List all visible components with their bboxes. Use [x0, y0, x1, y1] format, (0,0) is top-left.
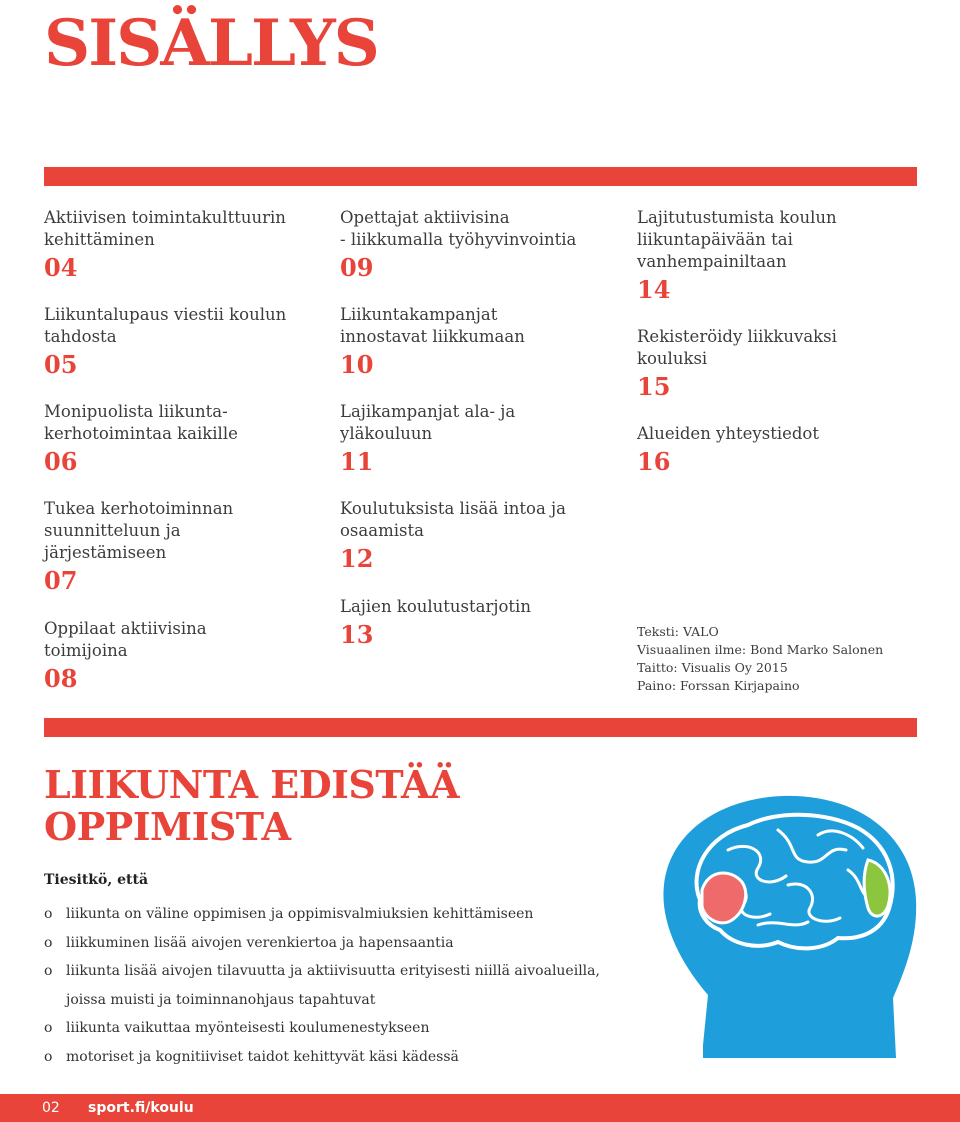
- toc-entry-title: Liikuntakampanjat innostavat liikkumaan: [340, 305, 525, 346]
- bullet-icon: o: [44, 1048, 53, 1065]
- section-heading: [44, 764, 459, 848]
- list-item: [44, 900, 600, 929]
- list-item: [44, 1043, 600, 1072]
- list-item-text: liikunta on väline oppimisen ja oppimisvalmiuksien kehittämiseen: [66, 906, 534, 922]
- toc-entry-title: Liikuntalupaus viestii koulun tahdosta: [44, 305, 287, 346]
- toc-entry-page: 13: [340, 620, 374, 649]
- list-item-text: liikunta vaikuttaa myönteisesti koulumenestykseen: [66, 1020, 430, 1036]
- toc-entry[interactable]: [637, 326, 837, 402]
- page-title: SISÄLLYS: [44, 6, 378, 81]
- bullet-icon: o: [44, 906, 53, 922]
- list-item-text: joissa muisti ja toiminnanohjaus tapahtuvat: [66, 991, 376, 1008]
- list-item-text: motoriset ja kognitiiviset taidot kehittyvät käsi kädessä: [66, 1048, 459, 1065]
- toc-entry-title: Lajitutustumista koulun liikuntapäivään tai vanhempainiltaan: [637, 208, 837, 271]
- toc-entry-page: 14: [637, 275, 671, 304]
- toc-entry-page: 12: [340, 544, 374, 573]
- toc-entry-title: Koulutuksista lisää intoa ja osaamista: [340, 499, 566, 540]
- toc-entry-title: Monipuolista liikunta- kerhotoimintaa kaikille: [44, 402, 238, 443]
- toc-entry-page: 15: [637, 372, 671, 401]
- toc-entry-title: Opettajat aktiivisina - liikkumalla työhyvinvointia: [340, 208, 577, 249]
- toc-entry[interactable]: [340, 498, 566, 574]
- credit-line: Teksti: VALO: [637, 624, 719, 639]
- credit-line: Taitto: Visualis Oy 2015: [637, 660, 788, 675]
- page-number: 02: [42, 1100, 60, 1116]
- toc-entry-page: 16: [637, 447, 671, 476]
- brain-frontal-region: [702, 873, 746, 923]
- list-item: [44, 957, 600, 986]
- bullet-icon: o: [44, 963, 53, 979]
- toc-entry-title: Tukea kerhotoiminnan suunnitteluun ja järjestämiseen: [44, 499, 234, 562]
- toc-entry-page: 09: [340, 253, 374, 282]
- toc-entry-title: Lajien koulutustarjotin: [340, 597, 531, 616]
- list-item: [44, 1014, 600, 1043]
- section-heading-line1: LIIKUNTA EDISTÄÄ: [44, 762, 460, 807]
- list-item-continuation: [44, 986, 600, 1015]
- toc-entry[interactable]: [44, 304, 286, 380]
- toc-entry-page: 10: [340, 350, 374, 379]
- fact-list: [44, 900, 600, 1071]
- toc-entry[interactable]: [44, 207, 286, 283]
- toc-entry-page: 08: [44, 664, 78, 693]
- credit-line: Visuaalinen ilme: Bond Marko Salonen: [637, 642, 884, 657]
- toc-entry[interactable]: [637, 207, 837, 305]
- toc-entry-page: 07: [44, 566, 78, 595]
- toc-entry-title: Aktiivisen toimintakulttuurin kehittäminen: [44, 208, 286, 249]
- toc-entry[interactable]: [340, 207, 576, 283]
- divider-bar-middle: [44, 718, 917, 737]
- toc-entry[interactable]: [340, 304, 525, 380]
- toc-entry-page: 05: [44, 350, 78, 379]
- toc-entry-page: 11: [340, 447, 374, 476]
- list-item-text: liikunta lisää aivojen tilavuutta ja aktiivisuutta erityisesti niillä aivoalueilla,: [66, 963, 600, 979]
- toc-entry-title: Rekisteröidy liikkuvaksi kouluksi: [637, 327, 837, 368]
- credits: [637, 623, 883, 695]
- footer-bar: [0, 1094, 960, 1122]
- brain-icon: [658, 790, 920, 1060]
- bullet-icon: o: [44, 1020, 53, 1036]
- toc-entry-page: 06: [44, 447, 78, 476]
- divider-bar-top: [44, 167, 917, 186]
- toc-entry-title: Oppilaat aktiivisina toimijoina: [44, 619, 207, 660]
- toc-entry[interactable]: [340, 596, 531, 650]
- section-intro: Tiesitkö, että: [44, 872, 149, 888]
- list-item-text: liikkuminen lisää aivojen verenkiertoa ja hapensaantia: [66, 934, 454, 951]
- footer-link[interactable]: sport.fi/koulu: [88, 1100, 194, 1116]
- bullet-icon: o: [44, 934, 53, 951]
- toc-entry-page: 04: [44, 253, 78, 282]
- toc-entry[interactable]: [340, 401, 515, 477]
- toc-entry[interactable]: [637, 423, 819, 477]
- toc-entry-title: Alueiden yhteystiedot: [637, 424, 819, 443]
- toc-entry[interactable]: [44, 618, 207, 694]
- toc-entry[interactable]: [44, 498, 233, 596]
- list-item: [44, 929, 600, 958]
- toc-entry[interactable]: [44, 401, 238, 477]
- credit-line: Paino: Forssan Kirjapaino: [637, 678, 800, 693]
- toc-entry-title: Lajikampanjat ala- ja yläkouluun: [340, 402, 516, 443]
- section-heading-line2: OPPIMISTA: [44, 804, 291, 849]
